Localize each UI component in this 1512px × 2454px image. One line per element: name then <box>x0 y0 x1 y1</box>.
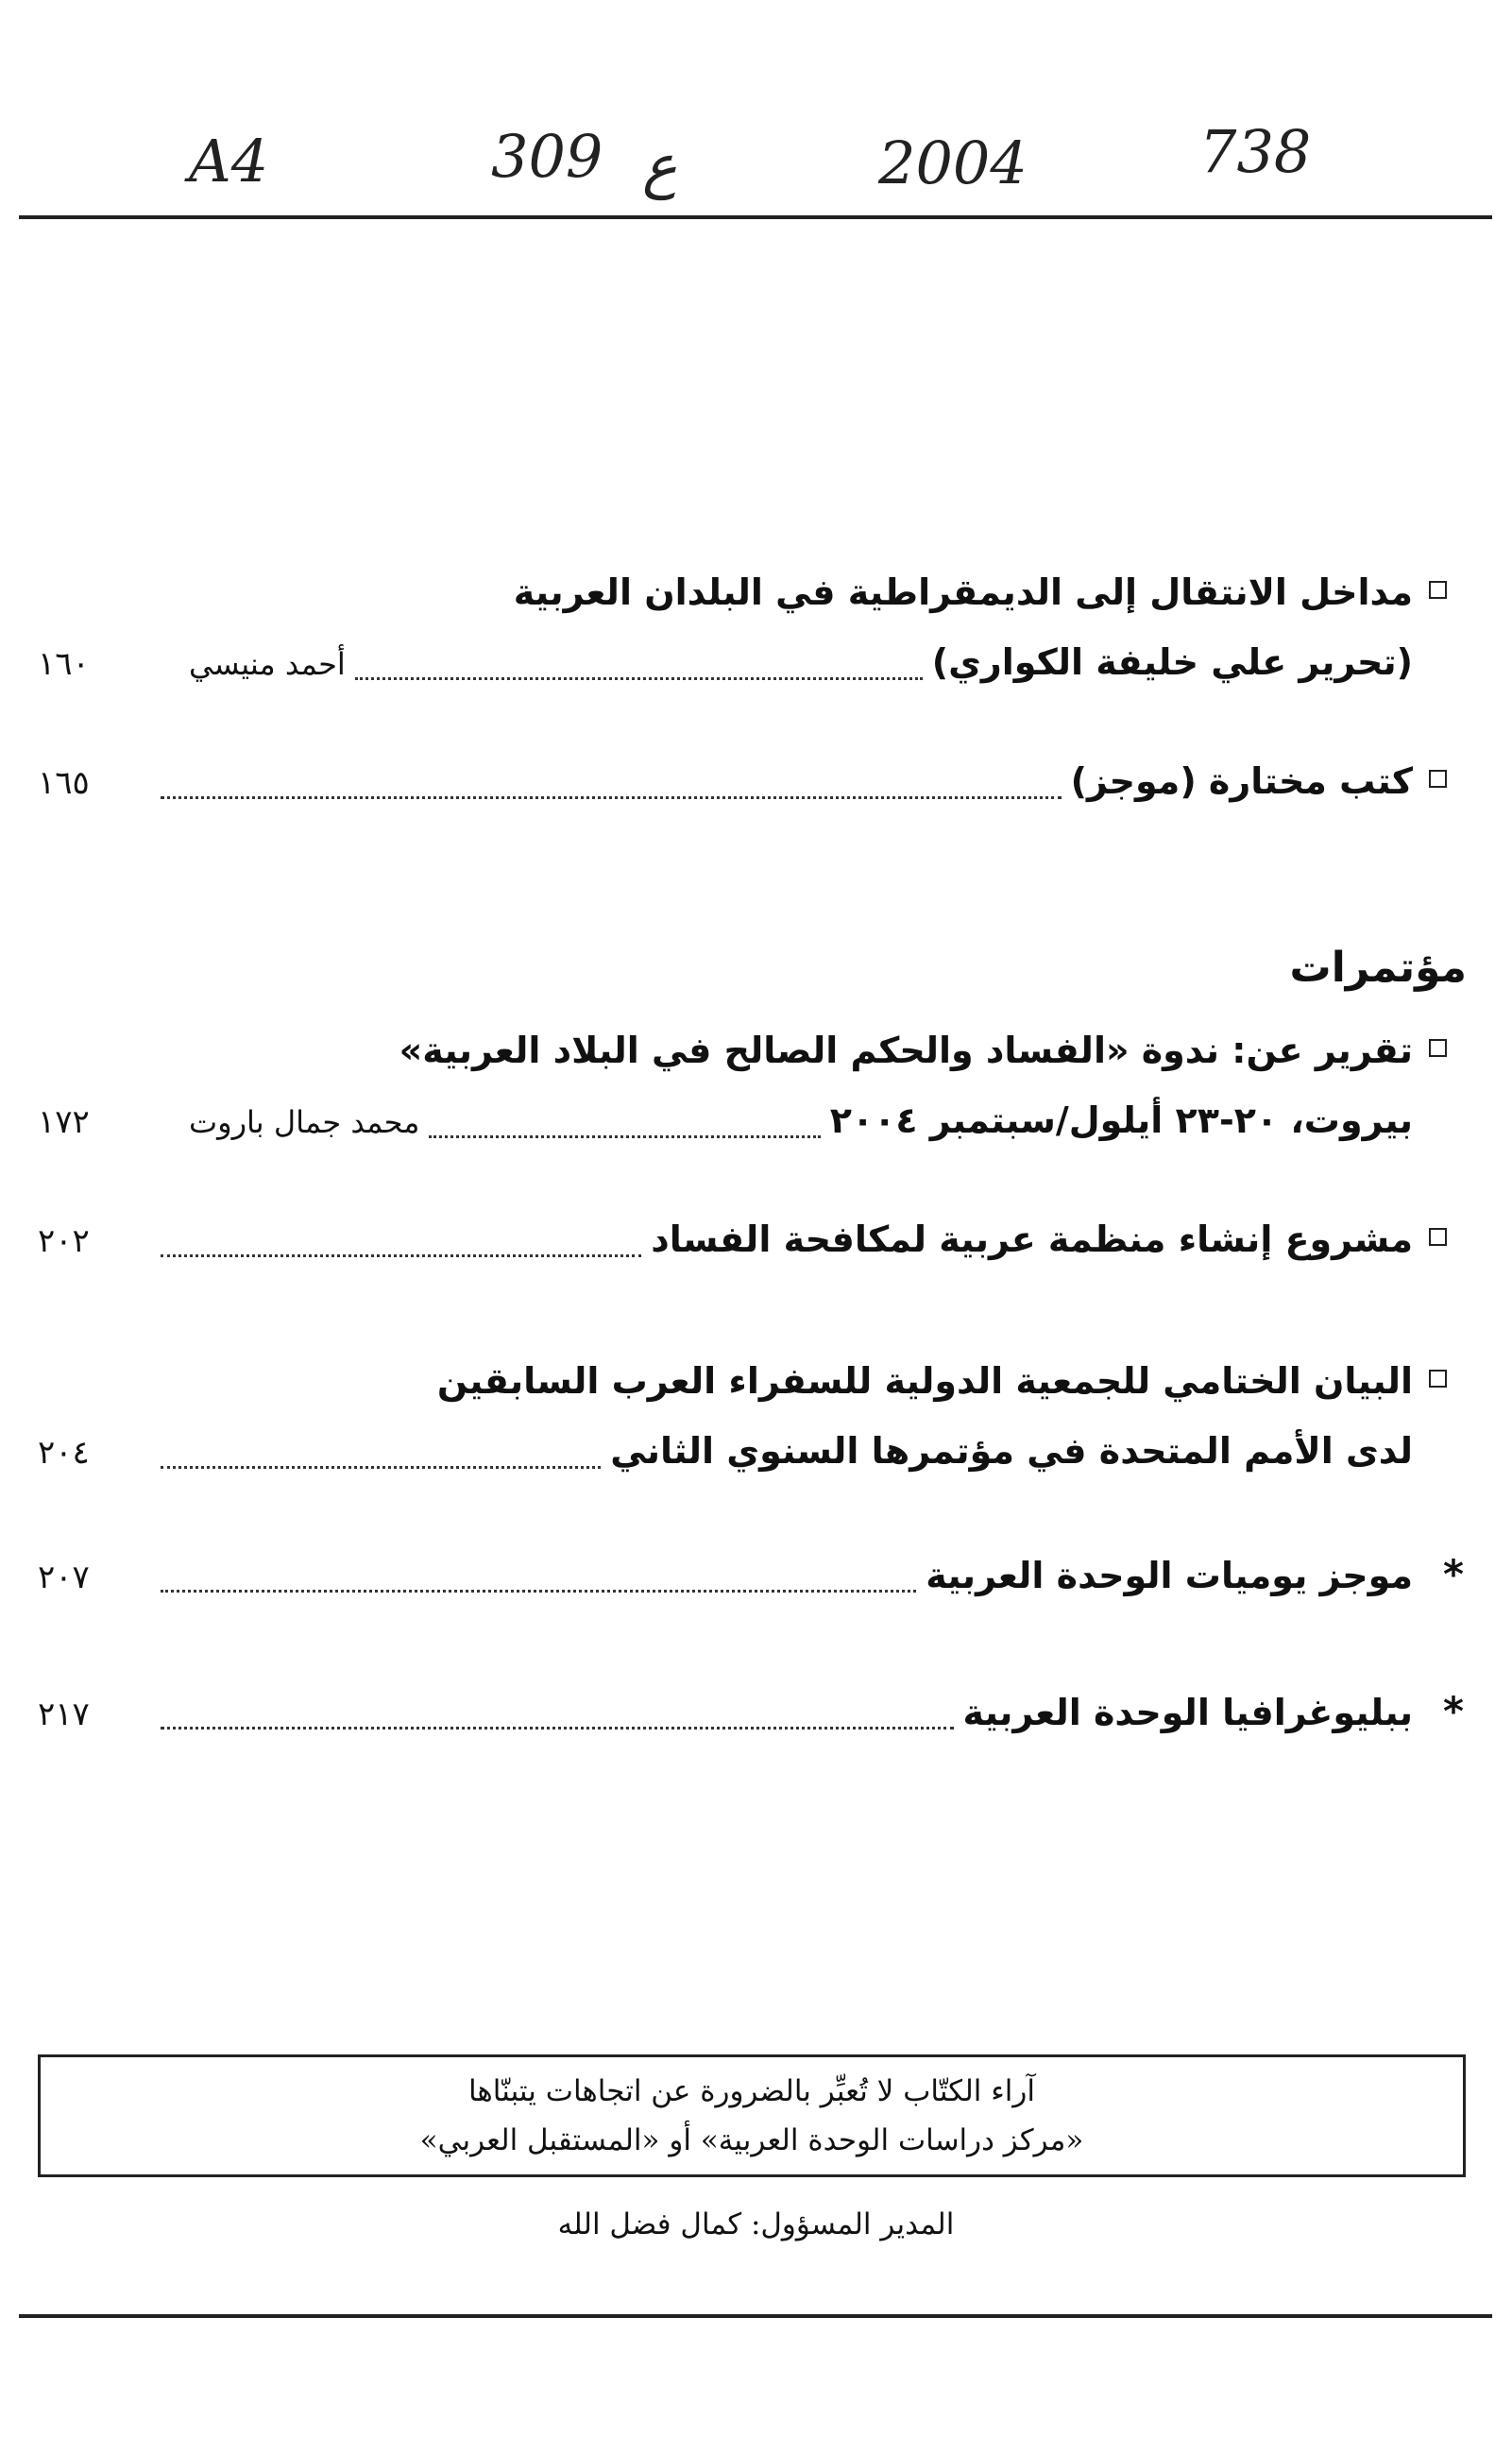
handwritten-mark-2: 309 <box>491 122 603 191</box>
checkbox-icon <box>1413 1204 1464 1274</box>
toc-entry-1-author: أحمد منيسي <box>189 646 346 682</box>
asterisk-icon: * <box>1443 1551 1464 1597</box>
dot-leader <box>161 1727 954 1730</box>
toc-entry-5-title-cont: لدى الأمم المتحدة في مؤتمرها السنوي الثاني <box>610 1430 1413 1472</box>
toc-entry-1-line-2 <box>38 627 1464 699</box>
checkbox-icon <box>1413 557 1464 627</box>
toc-entry-7-page: ٢١٧ <box>38 1696 90 1733</box>
dot-leader <box>161 796 1062 799</box>
toc-entry-5-line-2 <box>38 1416 1464 1488</box>
toc-entry-1-line-1 <box>38 557 1464 627</box>
toc-entry-5-line-1 <box>38 1346 1464 1416</box>
toc-entry-5-title: البيان الختامي للجمعية الدولية للسفراء العرب السابقين <box>436 1360 1413 1402</box>
dot-leader <box>355 677 923 680</box>
dot-leader <box>429 1135 820 1138</box>
toc-entry-1 <box>38 557 1464 699</box>
disclaimer-line-2: «مركز دراسات الوحدة العربية» أو «المستقبل العربي» <box>419 2123 1084 2157</box>
disclaimer-line-1: آراء الكتّاب لا تُعبِّر بالضرورة عن اتجاهات يتبنّاها <box>467 2074 1036 2108</box>
handwritten-mark-3: ع <box>642 131 677 200</box>
toc-entry-3-line-1 <box>38 1015 1464 1085</box>
toc-entry-6-title: موجز يوميات الوحدة العربية <box>926 1555 1413 1596</box>
toc-entry-3-page: ١٧٢ <box>38 1103 90 1141</box>
toc-entry-5 <box>38 1346 1464 1488</box>
asterisk-icon: * <box>1443 1688 1464 1734</box>
toc-entry-1-title: مداخل الانتقال إلى الديمقراطية في البلدان العربية <box>513 571 1413 613</box>
toc-entry-6 <box>38 1540 1464 1612</box>
bottom-divider <box>19 2314 1492 2318</box>
toc-entry-1-page: ١٦٠ <box>38 645 90 683</box>
toc-entry-2-line-1 <box>38 746 1464 818</box>
toc-entry-1-editor: (تحرير علي خليفة الكواري) <box>931 641 1413 683</box>
toc-entry-4 <box>38 1204 1464 1276</box>
handwritten-mark-4: 2004 <box>878 128 1028 197</box>
toc-entry-2-title: كتب مختارة (موجز) <box>1070 760 1413 802</box>
managing-director: المدير المسؤول: كمال فضل الله <box>557 2207 955 2241</box>
toc-entry-4-line-1 <box>38 1204 1464 1276</box>
dot-leader <box>161 1590 916 1593</box>
toc-entry-2 <box>38 746 1464 818</box>
toc-entry-5-page: ٢٠٤ <box>38 1434 90 1472</box>
toc-entry-4-title: مشروع إنشاء منظمة عربية لمكافحة الفساد <box>651 1218 1413 1260</box>
dot-leader <box>161 1466 601 1469</box>
toc-entry-3-line-2 <box>38 1085 1464 1157</box>
handwritten-mark-1: A4 <box>189 127 269 196</box>
toc-entry-7 <box>38 1677 1464 1749</box>
checkbox-icon <box>1413 746 1464 816</box>
handwritten-mark-5: 738 <box>1199 117 1312 186</box>
toc-entry-6-page: ٢٠٧ <box>38 1559 90 1596</box>
disclaimer-box <box>38 2054 1466 2177</box>
toc-entry-3-place-date: بيروت، ٢٠-٢٣ أيلول/سبتمبر ٢٠٠٤ <box>829 1099 1413 1141</box>
toc-entry-4-page: ٢٠٢ <box>38 1222 90 1260</box>
section-heading-conferences: مؤتمرات <box>1289 944 1467 992</box>
toc-entry-3-title: تقرير عن: ندوة «الفساد والحكم الصالح في البلاد العربية» <box>399 1030 1413 1071</box>
toc-entry-6-line-1 <box>38 1540 1464 1612</box>
toc-entry-3 <box>38 1015 1464 1157</box>
toc-entry-3-author: محمد جمال باروت <box>189 1104 420 1140</box>
checkbox-icon <box>1413 1346 1464 1416</box>
dot-leader <box>161 1254 641 1257</box>
toc-entry-2-page: ١٦٥ <box>38 764 90 802</box>
top-divider <box>19 215 1492 219</box>
toc-entry-7-line-1 <box>38 1677 1464 1749</box>
checkbox-icon <box>1413 1015 1464 1085</box>
toc-entry-7-title: ببليوغرافيا الوحدة العربية <box>962 1692 1413 1733</box>
